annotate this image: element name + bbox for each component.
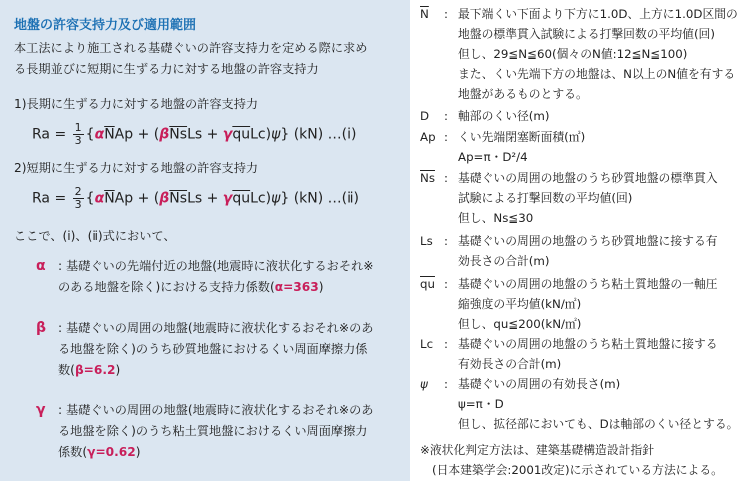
short-term-label: 2)短期に生ずる力に対する地盤の許容支持力 xyxy=(14,161,259,175)
fraction: $\frac{1}{3}$ xyxy=(74,121,82,147)
definition-Lc: Lc : 基礎ぐいの周囲の地盤のうち粘土質地盤に接する 有効長さの合計(m) xyxy=(420,337,718,371)
beta-definition: β : 基礎ぐいの周囲の地盤(地震時に液状化するおそれ※のあ る地盤を除く)のうち砂質地盤におけるくい周面摩擦力係 数(β=6.2) xyxy=(36,320,374,377)
long-term-label: 1)長期に生ずる力に対する地盤の許容支持力 xyxy=(14,97,259,111)
beta-symbol: β xyxy=(36,320,47,336)
intro-line-1: 本工法により施工される基礎ぐいの許容支持力を定める際に求め xyxy=(14,41,368,55)
liquefaction-note: ※液状化判定方法は、建築基礎構造設計指針 (日本建築学会:2001改定)に示されている方法による。 xyxy=(420,443,723,477)
definition-qu: $\overline{qu}$ : 基礎ぐいの周囲の地盤のうち粘土質地盤の一軸圧 縮強度の平均値(kN/㎡) 但し、qu≦200(kN/㎡) xyxy=(420,277,718,331)
alpha-symbol: α xyxy=(36,258,46,274)
definition-D: D : 軸部のくい径(m) xyxy=(420,109,550,123)
gamma-definition: γ : 基礎ぐいの周囲の地盤(地震時に液状化するおそれ※のあ る地盤を除く)のうち粘土質地盤におけるくい周面摩擦力 係数(γ=0.62) xyxy=(36,402,374,459)
definition-psi: ψ : 基礎ぐいの周囲の有効長さ(m) ψ=π・D 但し、拡径部においても、Dは軸部のくい径とする。 xyxy=(420,377,739,431)
definition-Ls: Ls : 基礎ぐいの周囲の地盤のうち砂質地盤に接する有 効長さの合計(m) xyxy=(420,234,718,268)
where-text: ここで、(ⅰ)、(ⅱ)式において、 xyxy=(14,229,176,243)
definition-N: $\overline{N}$ : 最下端くい下面より下方に1.0D、上方に1.0D区間の 地盤の標準貫入試験による打撃回数の平均値(回) 但し、29≦N≦60(個々のN値:12≦N≦100) また、くい先端下方の地盤は、N以上のN値を有する 地盤があるものとする。 xyxy=(420,7,738,101)
intro-line-2: る長期並びに短期に生ずる力に対する地盤の許容支持力 xyxy=(14,62,319,76)
formula-lhs: Ra = xyxy=(32,126,71,143)
right-panel xyxy=(420,0,745,481)
formula-short-term: Ra = $\frac{2}{3}$ $\{\alpha\overline{N}Ap + (\beta\overline{Ns}Ls + \gamma\overline{qu}Lc)\psi\}$ (kN) …(ⅱ) xyxy=(32,185,359,211)
gamma-symbol: γ xyxy=(36,402,46,418)
formula-long-term: Ra = $\frac{1}{3}$ $\{\alpha\overline{N}Ap + (\beta\overline{Ns}Ls + \gamma\overline{qu}Lc)\psi\}$ (kN) …(ⅰ) xyxy=(32,121,357,147)
alpha-definition: α : 基礎ぐいの先端付近の地盤(地震時に液状化するおそれ※ のある地盤を除く)における支持力係数(α=363) xyxy=(36,258,374,294)
definition-Ap: Ap : くい先端閉塞断面積(㎡) Ap=π・D²/4 xyxy=(420,130,586,164)
fraction: $\frac{2}{3}$ xyxy=(74,185,82,211)
section-heading: 地盤の許容支持力及び適用範囲 xyxy=(14,18,197,33)
definition-Ns: $\overline{Ns}$ : 基礎ぐいの周囲の地盤のうち砂質地盤の標準貫入 試験による打撃回数の平均値(回) 但し、Ns≦30 xyxy=(420,171,718,225)
